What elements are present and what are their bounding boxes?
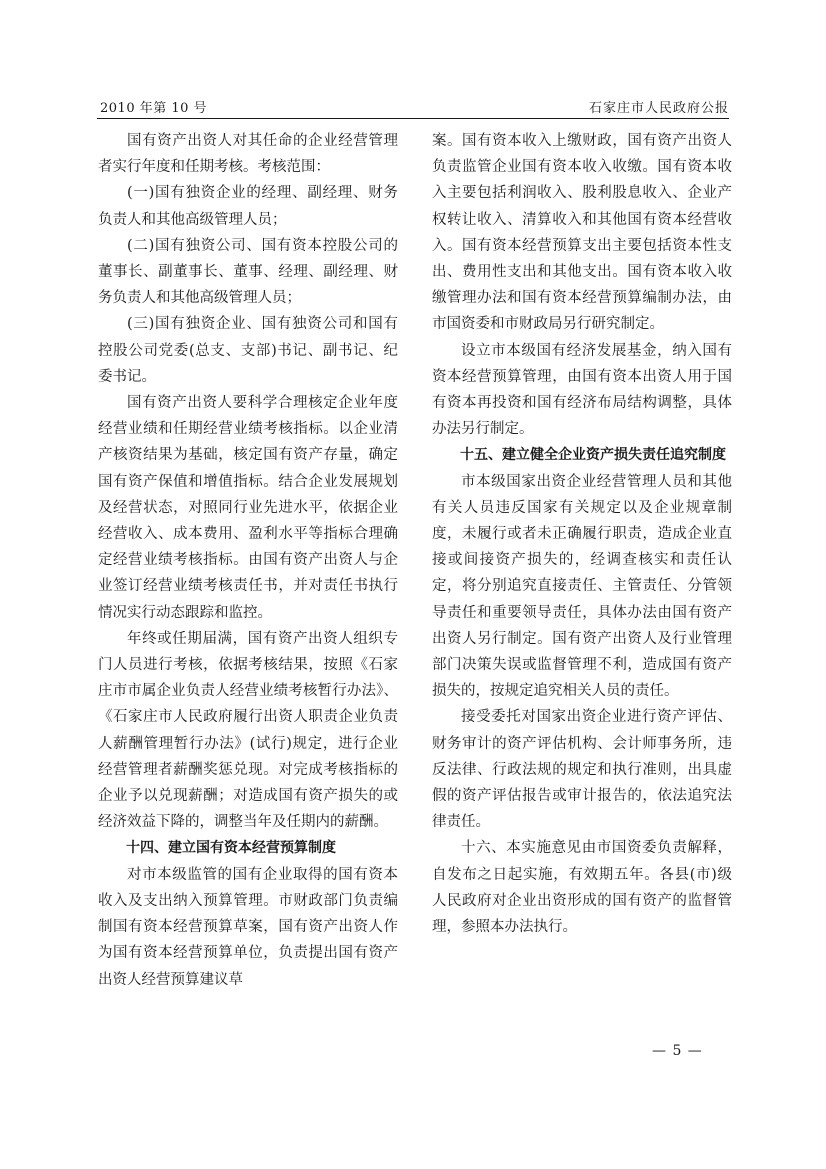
page-number: — 5 — — [652, 1043, 703, 1059]
paragraph: 市本级国家出资企业经营管理人员和其他有关人员违反国家有关规定以及企业规章制度，未履行或者未正确履行职责，造成企业直接或间接资产损失的，经调查核实和责任认定，将分别追究直接责任、主管责任、分管领导责任和重要领导责任，具体办法由国有资产出资人另行制定。国有资产出资人及行业管理部门决策失误或监督管理不利，造成国有资产损失的，按规定追究相关人员的责任。 — [432, 473, 732, 700]
paragraph: 十六、本实施意见由市国资委负责解释，自发布之日起实施，有效期五年。各县(市)级人民政府对企业出资形成的国有资产的监督管理，参照本办法执行。 — [432, 840, 732, 936]
paragraph: 国有资产出资人要科学合理核定企业年度经营业绩和任期经营业绩考核指标。以企业清产核资结果为基础，核定国有资产存量，确定国有资产保值和增值指标。结合企业发展规划及经营状态，对照同行业先进水平，依据企业经营收入、成本费用、盈利水平等指标合理确定经营业绩考核指标。由国有资产出资人与企业签订经营业绩考核责任书，并对责任书执行情况实行动态跟踪和监控。 — [98, 395, 398, 621]
paragraph: (二)国有独资公司、国有资本控股公司的董事长、副董事长、董事、经理、副经理、财务负责人和其他高级管理人员； — [98, 237, 398, 307]
issue-label: 2010 年第 10 号 — [100, 101, 208, 116]
paragraph: 国有资产出资人对其任命的企业经营管理者实行年度和任期考核。考核范围： — [98, 133, 398, 176]
left-column — [98, 128, 398, 993]
publication-title: 石家庄市人民政府公报 — [588, 101, 729, 116]
header-divider — [97, 118, 729, 119]
paragraph: 设立市本级国有经济发展基金，纳入国有资本经营预算管理，由国有资本出资人用于国有资本再投资和国有经济布局结构调整，具体办法另行制定。 — [432, 342, 732, 438]
right-column — [432, 128, 732, 940]
paragraph: (一)国有独资企业的经理、副经理、财务负责人和其他高级管理人员； — [98, 185, 398, 228]
paragraph: 年终或任期届满，国有资产出资人组织专门人员进行考核，依据考核结果，按照《石家庄市市属企业负责人经营业绩考核暂行办法》、《石家庄市人民政府履行出资人职责企业负责人薪酬管理暂行办法》(试行)规定，进行企业经营管理者薪酬奖惩兑现。对完成考核指标的企业予以兑现薪酬；对造成国有资产损失的或经济效益下降的，调整当年及任期内的薪酬。 — [98, 630, 398, 831]
section-heading-15: 十五、建立健全企业资产损失责任追究制度 — [460, 447, 726, 464]
paragraph: 案。国有资本收入上缴财政，国有资产出资人负责监管企业国有资本收入收缴。国有资本收入主要包括利润收入、股利股息收入、企业产权转让收入、清算收入和其他国有资本经营收入。国有资本经营预算支出主要包括资本性支出、费用性支出和其他支出。国有资本收入收缴管理办法和国有资本经营预算编制办法，由市国资委和市财政局另行研究制定。 — [432, 133, 732, 333]
paragraph: 对市本级监管的国有企业取得的国有资本收入及支出纳入预算管理。市财政部门负责编制国有资本经营预算草案，国有资产出资人作为国有资本经营预算单位，负责提出国有资产出资人经营预算建议草 — [98, 866, 398, 988]
section-heading-14: 十四、建立国有资本经营预算制度 — [126, 840, 336, 857]
paragraph: 接受委托对国家出资企业进行资产评估、财务审计的资产评估机构、会计师事务所，违反法律、行政法规的规定和执行准则，出具虚假的资产评估报告或审计报告的，依法追究法律责任。 — [432, 709, 732, 831]
paragraph: (三)国有独资企业、国有独资公司和国有控股公司党委(总支、支部)书记、副书记、纪委书记。 — [98, 316, 398, 385]
